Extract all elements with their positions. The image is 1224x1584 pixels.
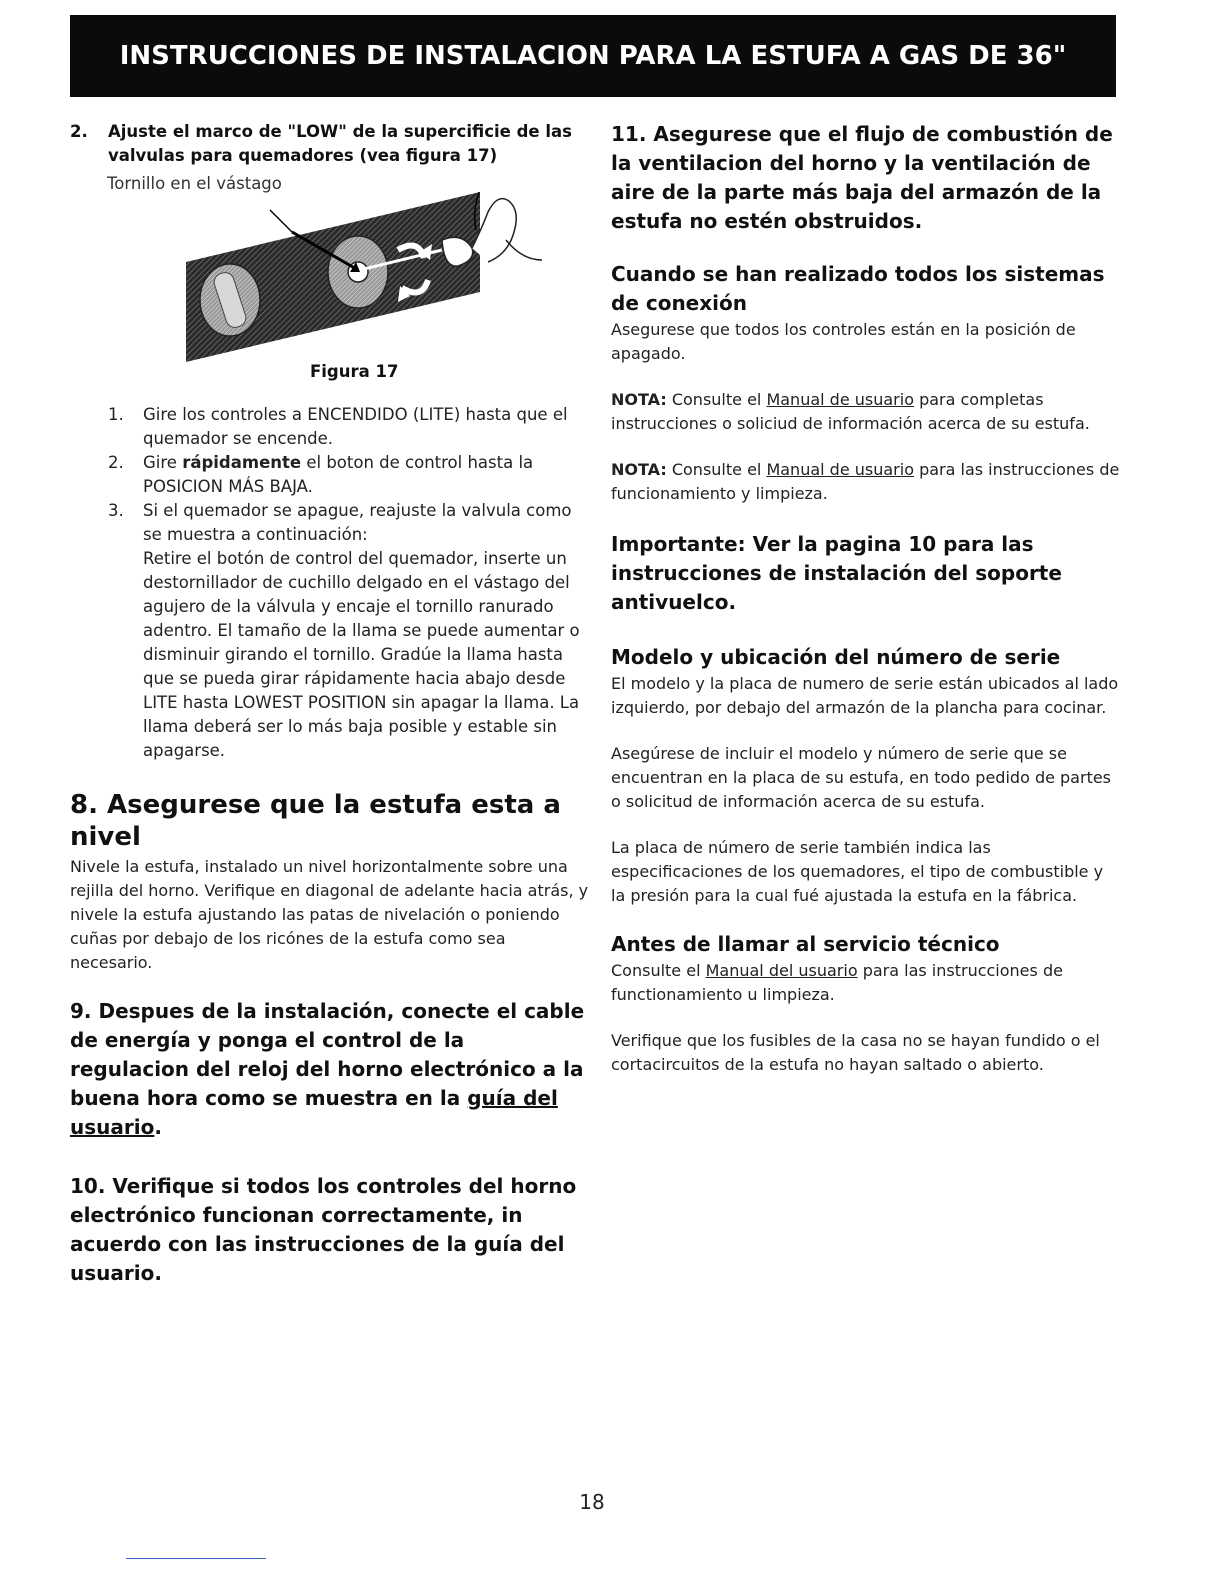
valve-adjustment-illustration bbox=[180, 192, 560, 372]
note-text: Consulte el bbox=[666, 390, 767, 409]
list-text: Gire los controles a ENCENDIDO (LITE) hasta que el quemador se encende. bbox=[143, 405, 568, 448]
manual-link[interactable]: Manual de usuario bbox=[766, 390, 914, 409]
model-serial-body-2: Asegúrese de incluir el modelo y número de serie que se encuentran en la placa de su estufa, en todo pedido de partes o solicitud de información acerca de su estufa. bbox=[611, 744, 1112, 811]
section-10-heading: 10. Verifique si todos los controles del horno electrónico funcionan correctamente, in acuerdo con las instrucciones de la guía del usuario. bbox=[70, 1174, 577, 1285]
model-serial-body-3: La placa de número de serie también indica las especificaciones de los quemadores, el tipo de combustible y la presión para la cual fué ajustada la estufa en la fábrica. bbox=[611, 838, 1104, 905]
section-11-heading: 11. Asegurese que el flujo de combustión de la ventilacion del horno y la ventilación de aire de la parte más baja del armazón de la estufa no estén obstruidos. bbox=[611, 122, 1113, 233]
before-service-heading: Antes de llamar al servicio técnico bbox=[611, 932, 1000, 956]
note-text: para las instrucciones de funcionamiento y limpieza. bbox=[611, 460, 1120, 503]
model-serial-heading: Modelo y ubicación del número de serie bbox=[611, 645, 1061, 669]
section-9-heading bbox=[70, 997, 590, 1142]
manual-link[interactable]: Manual de usuario bbox=[766, 460, 914, 479]
user-manual-link[interactable]: Manual del usuario bbox=[705, 961, 858, 980]
body-text: para las instrucciones de functionamiento u limpieza. bbox=[611, 961, 1063, 1004]
page-banner bbox=[70, 15, 1116, 97]
note-2 bbox=[611, 458, 1121, 506]
user-guide-link[interactable]: guía del usuario bbox=[70, 1086, 558, 1139]
figure-caption: Figura 17 bbox=[310, 362, 399, 381]
step-number: 2. bbox=[70, 122, 88, 141]
note-label: NOTA: bbox=[611, 460, 667, 479]
footer-rule bbox=[126, 1558, 266, 1559]
emphasis-text: rápidamente bbox=[182, 453, 302, 472]
note-text: para completas instrucciones o soliciud de información acerca de su estufa. bbox=[611, 390, 1090, 433]
connections-body: Asegurese que todos los controles están en la posición de apagado. bbox=[611, 320, 1076, 363]
note-label: NOTA: bbox=[611, 390, 667, 409]
list-item bbox=[70, 403, 590, 451]
important-heading: Importante: Ver la pagina 10 para las instrucciones de instalación del soporte antivuelco. bbox=[611, 532, 1062, 614]
list-text-part: Gire bbox=[143, 453, 183, 472]
page-number: 18 bbox=[579, 1490, 605, 1514]
left-column bbox=[70, 120, 590, 1288]
before-service-body-2: Verifique que los fusibles de la casa no se hayan fundido o el cortacircuitos de la estufa no hayan saltado o abierto. bbox=[611, 1031, 1100, 1074]
before-service-body bbox=[611, 959, 1121, 1007]
list-item bbox=[70, 451, 590, 499]
list-text-part: el boton de control hasta la POSICION MÁS BAJA. bbox=[143, 453, 534, 496]
section-8-body: Nivele la estufa, instalado un nivel horizontalmente sobre una rejilla del horno. Verifique en diagonal de adelante hacia atrás, y nivele la estufa ajustando las patas de nivelación o poniendo cuñas por debajo de los ricónes de la estufa como sea necesario. bbox=[70, 857, 589, 972]
connections-heading: Cuando se han realizado todos los sistemas de conexión bbox=[611, 262, 1105, 315]
list-number: 3. bbox=[108, 501, 124, 520]
section-9-text: . bbox=[154, 1115, 162, 1139]
right-column bbox=[611, 120, 1121, 1077]
list-text bbox=[143, 451, 590, 499]
list-text bbox=[143, 499, 590, 763]
figure-callout-label: Tornillo en el vástago bbox=[107, 174, 282, 193]
list-number: 1. bbox=[108, 405, 124, 424]
body-text: Consulte el bbox=[611, 961, 706, 980]
page-title: INSTRUCCIONES DE INSTALACION PARA LA ESTUFA A GAS DE 36" bbox=[119, 41, 1067, 71]
list-text-part: Si el quemador se apague, reajuste la valvula como se muestra a continuación: bbox=[143, 501, 572, 544]
list-text-part: Retire el botón de control del quemador, inserte un destornillador de cuchillo delgado en el vástago del agujero de la válvula y encaje el tornillo ranurado adentro. El tamaño de la llama se puede aumentar o disminuir girando el tornillo. Gradúe la llama hasta que se pueda girar rápidamente hacia abajo desde LITE hasta LOWEST POSITION sin apagar la llama. La llama deberá ser lo más baja posible y estable sin apagarse. bbox=[143, 549, 580, 760]
list-number: 2. bbox=[108, 453, 124, 472]
model-serial-body-1: El modelo y la placa de numero de serie están ubicados al lado izquierdo, por debajo del armazón de la plancha para cocinar. bbox=[611, 674, 1119, 717]
section-8-heading: 8. Asegurese que la estufa esta a nivel bbox=[70, 790, 561, 852]
note-text: Consulte el bbox=[666, 460, 767, 479]
step-2-text: Ajuste el marco de "LOW" de la supercificie de las valvulas para quemadores (vea figura 17) bbox=[108, 122, 572, 165]
adjustment-steps-list bbox=[70, 403, 590, 763]
list-item bbox=[70, 499, 590, 763]
figure-17 bbox=[70, 174, 590, 389]
section-9-text: 9. Despues de la instalación, conecte el cable de energía y ponga el control de la regulacion del reloj del horno electrónico a la buena hora como se muestra en la bbox=[70, 999, 585, 1110]
step-2-heading bbox=[70, 120, 590, 168]
note-1 bbox=[611, 388, 1121, 436]
